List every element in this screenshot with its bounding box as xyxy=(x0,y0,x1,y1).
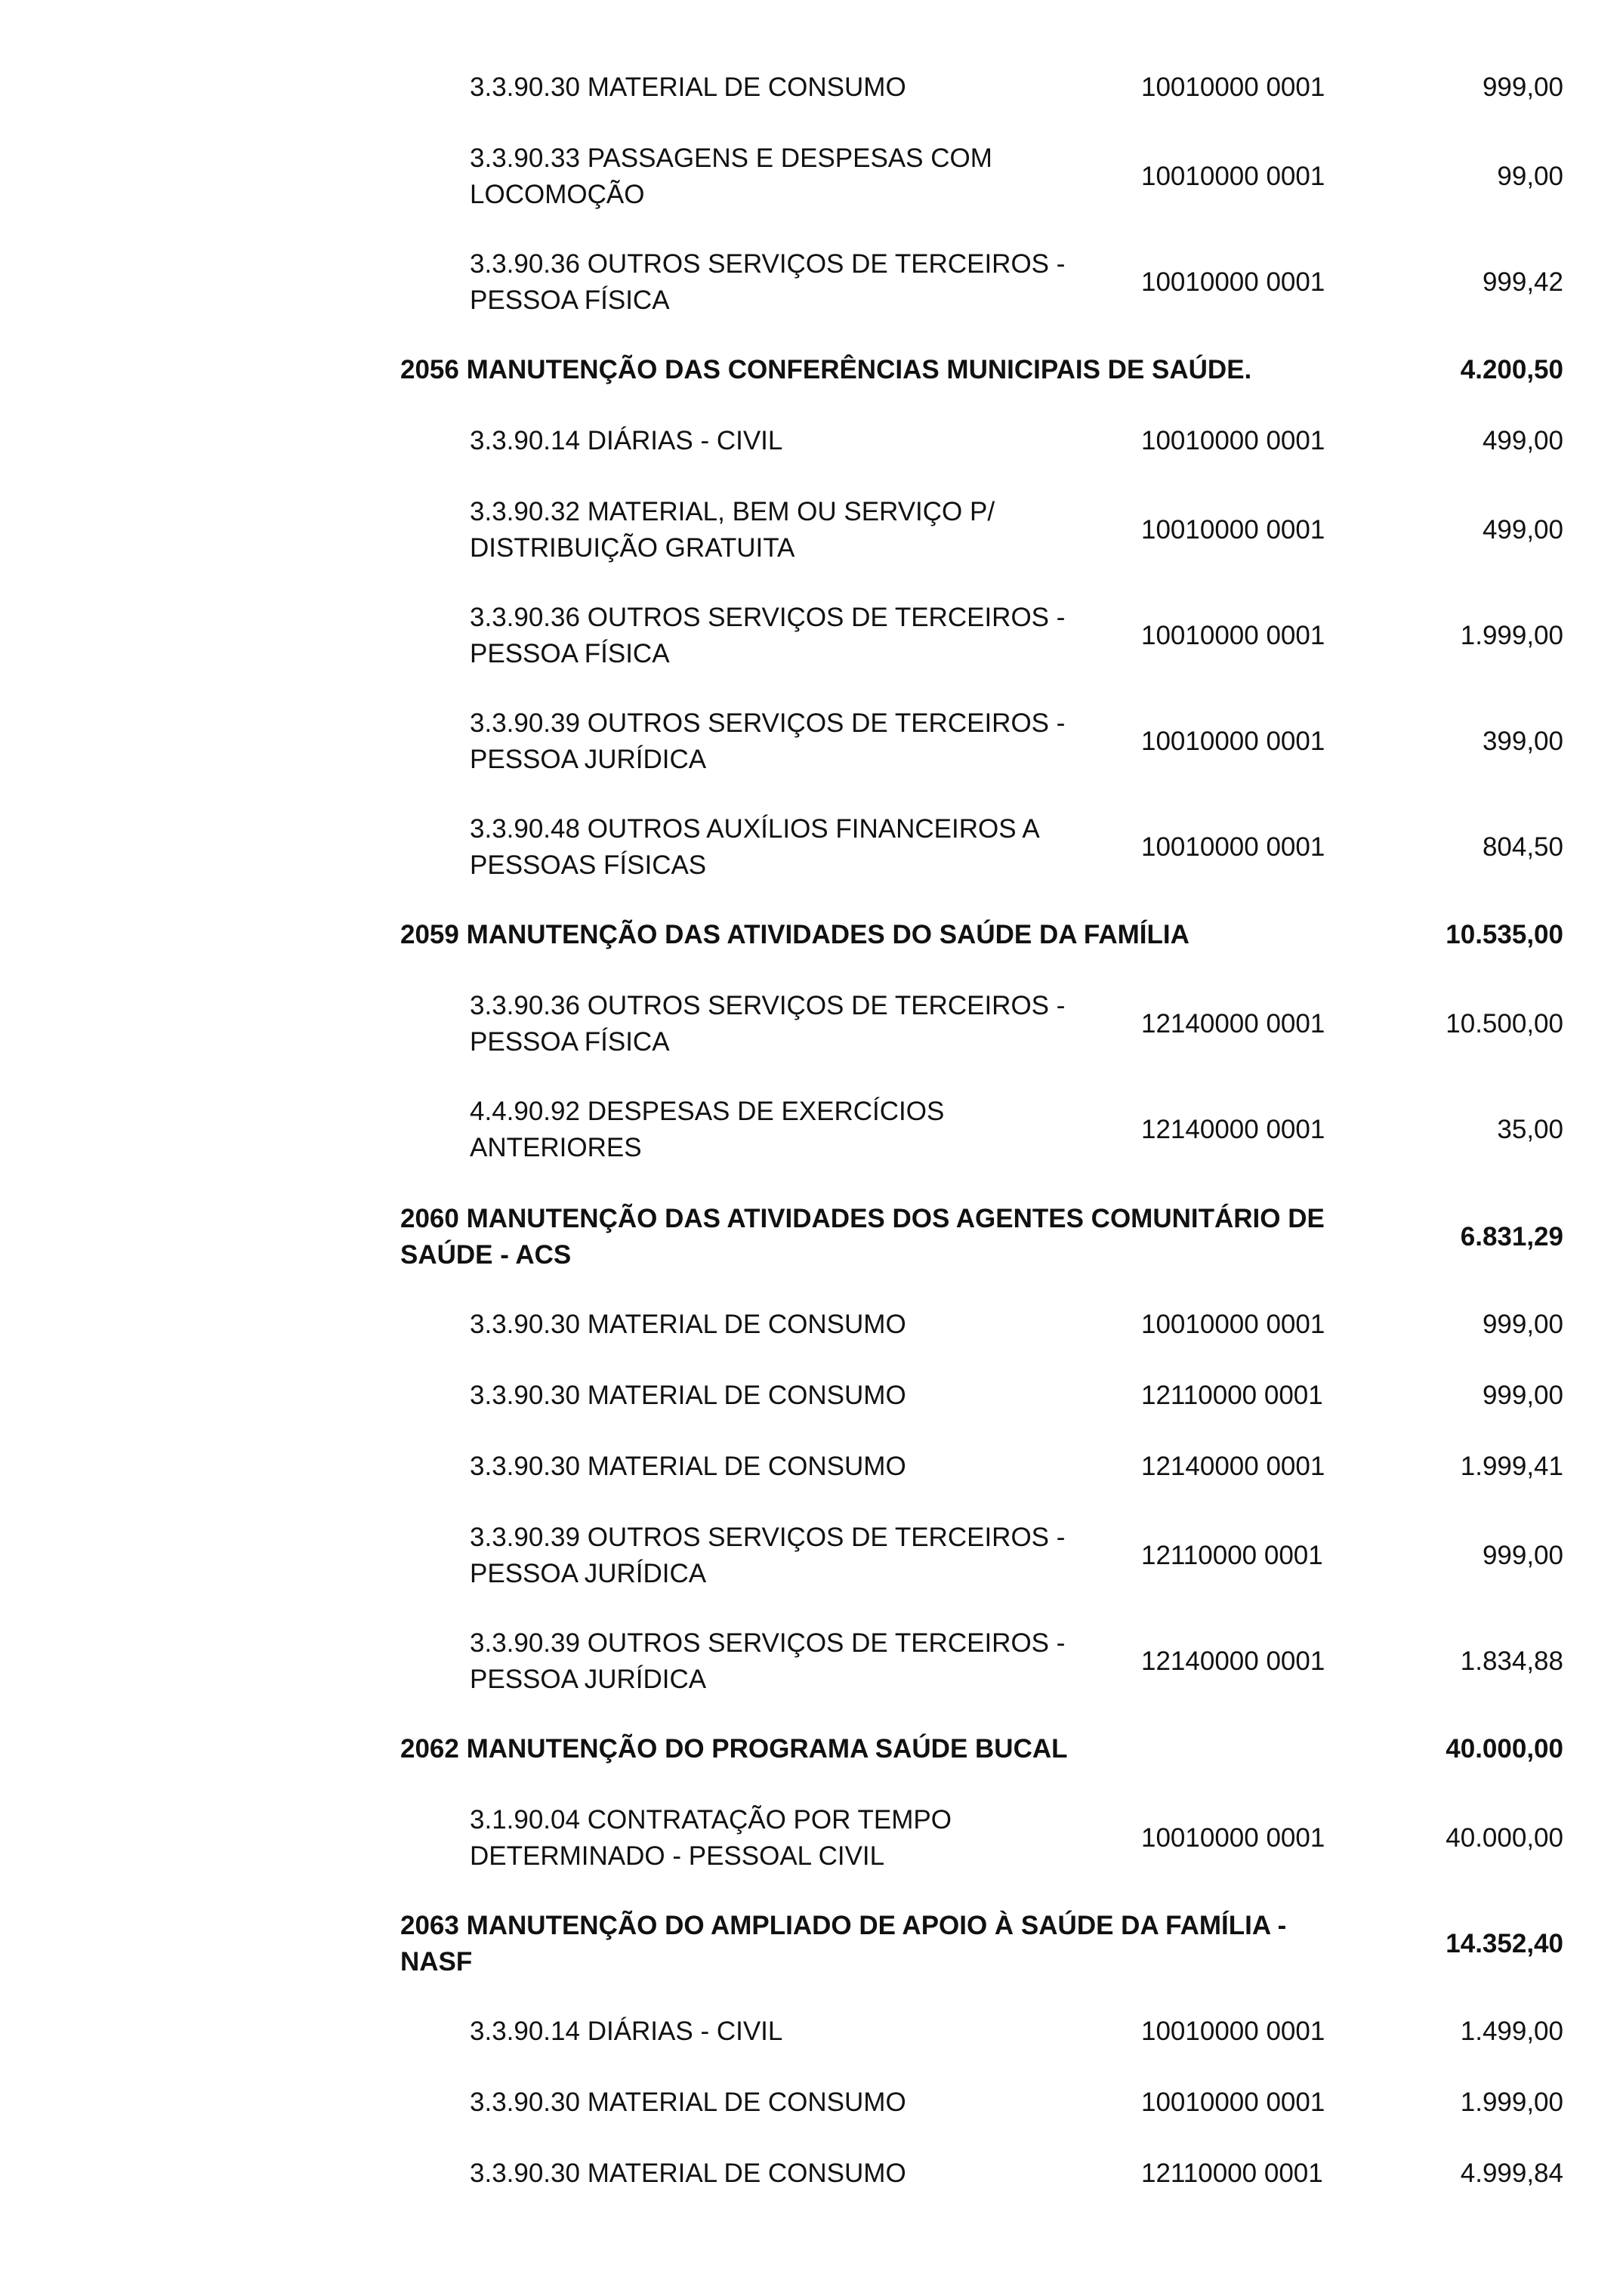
expense-row xyxy=(400,1307,1563,1343)
action-row xyxy=(400,1201,1563,1273)
expense-description: 3.1.90.04 CONTRATAÇÃO POR TEMPO DETERMINADO - PESSOAL CIVIL xyxy=(470,1805,952,1871)
resource-source-code: 10010000 0001 xyxy=(1141,727,1325,756)
resource-source-code: 10010000 0001 xyxy=(1141,426,1325,455)
budget-table xyxy=(400,69,1563,2192)
resource-source-code: 10010000 0001 xyxy=(1141,267,1325,297)
expense-value: 999,00 xyxy=(1482,1541,1563,1570)
expense-row xyxy=(400,811,1563,884)
expense-row xyxy=(400,705,1563,778)
resource-source-code: 12140000 0001 xyxy=(1141,1009,1325,1038)
action-description: 2059 MANUTENÇÃO DAS ATIVIDADES DO SAÚDE DA FAMÍLIA xyxy=(400,920,1189,949)
resource-source-code: 12140000 0001 xyxy=(1141,1115,1325,1144)
expense-value: 999,00 xyxy=(1482,73,1563,102)
expense-description: 4.4.90.92 DESPESAS DE EXERCÍCIOS ANTERIORES xyxy=(470,1097,945,1162)
resource-source-code: 10010000 0001 xyxy=(1141,621,1325,650)
expense-description: 3.3.90.39 OUTROS SERVIÇOS DE TERCEIROS - PESSOA JURÍDICA xyxy=(470,1628,1066,1694)
expense-value: 999,00 xyxy=(1482,1381,1563,1410)
resource-source-code: 12110000 0001 xyxy=(1141,1381,1323,1410)
expense-row xyxy=(400,246,1563,319)
expense-description: 3.3.90.30 MATERIAL DE CONSUMO xyxy=(470,1381,906,1410)
expense-row xyxy=(400,2014,1563,2050)
resource-source-code: 10010000 0001 xyxy=(1141,1310,1325,1339)
expense-description: 3.3.90.36 OUTROS SERVIÇOS DE TERCEIROS - PESSOA FÍSICA xyxy=(470,249,1066,315)
expense-value: 10.500,00 xyxy=(1446,1009,1563,1038)
action-row xyxy=(400,1731,1563,1767)
expense-value: 99,00 xyxy=(1497,162,1563,191)
expense-row xyxy=(400,2156,1563,2192)
expense-value: 499,00 xyxy=(1482,426,1563,455)
resource-source-code: 10010000 0001 xyxy=(1141,73,1325,102)
resource-source-code: 10010000 0001 xyxy=(1141,2017,1325,2046)
expense-row xyxy=(400,988,1563,1060)
action-description: 2060 MANUTENÇÃO DAS ATIVIDADES DOS AGENTES COMUNITÁRIO DE SAÚDE - ACS xyxy=(400,1204,1325,1270)
expense-description: 3.3.90.36 OUTROS SERVIÇOS DE TERCEIROS - PESSOA FÍSICA xyxy=(470,603,1066,668)
expense-row xyxy=(400,1094,1563,1166)
expense-value: 1.999,00 xyxy=(1460,621,1563,650)
expense-value: 999,00 xyxy=(1482,1310,1563,1339)
action-row xyxy=(400,352,1563,388)
expense-description: 3.3.90.33 PASSAGENS E DESPESAS COM LOCOMOÇÃO xyxy=(470,144,992,209)
expense-description: 3.3.90.14 DIÁRIAS - CIVIL xyxy=(470,2017,783,2046)
expense-description: 3.3.90.39 OUTROS SERVIÇOS DE TERCEIROS - PESSOA JURÍDICA xyxy=(470,1523,1066,1588)
resource-source-code: 10010000 0001 xyxy=(1141,162,1325,191)
expense-description: 3.3.90.30 MATERIAL DE CONSUMO xyxy=(470,1452,906,1481)
expense-value: 499,00 xyxy=(1482,515,1563,545)
expense-description: 3.3.90.39 OUTROS SERVIÇOS DE TERCEIROS - PESSOA JURÍDICA xyxy=(470,708,1066,774)
expense-row xyxy=(400,140,1563,213)
expense-row xyxy=(400,1625,1563,1698)
resource-source-code: 10010000 0001 xyxy=(1141,515,1325,545)
action-description: 2063 MANUTENÇÃO DO AMPLIADO DE APOIO À SAÚDE DA FAMÍLIA - NASF xyxy=(400,1911,1287,1977)
expense-value: 999,42 xyxy=(1482,267,1563,297)
expense-row xyxy=(400,423,1563,459)
resource-source-code: 10010000 0001 xyxy=(1141,1823,1325,1853)
action-description: 2062 MANUTENÇÃO DO PROGRAMA SAÚDE BUCAL xyxy=(400,1734,1068,1764)
expense-row xyxy=(400,2085,1563,2121)
expense-description: 3.3.90.48 OUTROS AUXÍLIOS FINANCEIROS A PESSOAS FÍSICAS xyxy=(470,814,1040,880)
expense-row xyxy=(400,1520,1563,1592)
expense-description: 3.3.90.36 OUTROS SERVIÇOS DE TERCEIROS - PESSOA FÍSICA xyxy=(470,991,1066,1057)
expense-row xyxy=(400,600,1563,672)
expense-description: 3.3.90.14 DIÁRIAS - CIVIL xyxy=(470,426,783,455)
action-row xyxy=(400,917,1563,953)
expense-description: 3.3.90.30 MATERIAL DE CONSUMO xyxy=(470,1310,906,1339)
resource-source-code: 10010000 0001 xyxy=(1141,832,1325,862)
expense-row xyxy=(400,1378,1563,1414)
expense-row xyxy=(400,69,1563,106)
expense-description: 3.3.90.30 MATERIAL DE CONSUMO xyxy=(470,2159,906,2188)
expense-row xyxy=(400,494,1563,566)
action-total-value: 6.831,29 xyxy=(1460,1222,1563,1251)
expense-value: 1.499,00 xyxy=(1460,2017,1563,2046)
expense-row xyxy=(400,1802,1563,1875)
resource-source-code: 12140000 0001 xyxy=(1141,1646,1325,1676)
expense-value: 40.000,00 xyxy=(1446,1823,1563,1853)
expense-value: 1.834,88 xyxy=(1460,1646,1563,1676)
expense-value: 804,50 xyxy=(1482,832,1563,862)
action-description: 2056 MANUTENÇÃO DAS CONFERÊNCIAS MUNICIPAIS DE SAÚDE. xyxy=(400,355,1252,384)
resource-source-code: 12110000 0001 xyxy=(1141,1541,1323,1570)
expense-value: 35,00 xyxy=(1497,1115,1563,1144)
resource-source-code: 10010000 0001 xyxy=(1141,2088,1325,2117)
action-total-value: 10.535,00 xyxy=(1446,920,1563,949)
expense-value: 1.999,00 xyxy=(1460,2088,1563,2117)
expense-value: 399,00 xyxy=(1482,727,1563,756)
resource-source-code: 12110000 0001 xyxy=(1141,2159,1323,2188)
expense-value: 1.999,41 xyxy=(1460,1452,1563,1481)
action-total-value: 4.200,50 xyxy=(1460,355,1563,384)
expense-description: 3.3.90.32 MATERIAL, BEM OU SERVIÇO P/ DISTRIBUIÇÃO GRATUITA xyxy=(470,497,995,563)
expense-row xyxy=(400,1449,1563,1485)
expense-description: 3.3.90.30 MATERIAL DE CONSUMO xyxy=(470,73,906,102)
action-row xyxy=(400,1908,1563,1980)
expense-description: 3.3.90.30 MATERIAL DE CONSUMO xyxy=(470,2088,906,2117)
action-total-value: 14.352,40 xyxy=(1446,1929,1563,1958)
expense-value: 4.999,84 xyxy=(1460,2159,1563,2188)
resource-source-code: 12140000 0001 xyxy=(1141,1452,1325,1481)
action-total-value: 40.000,00 xyxy=(1446,1734,1563,1764)
